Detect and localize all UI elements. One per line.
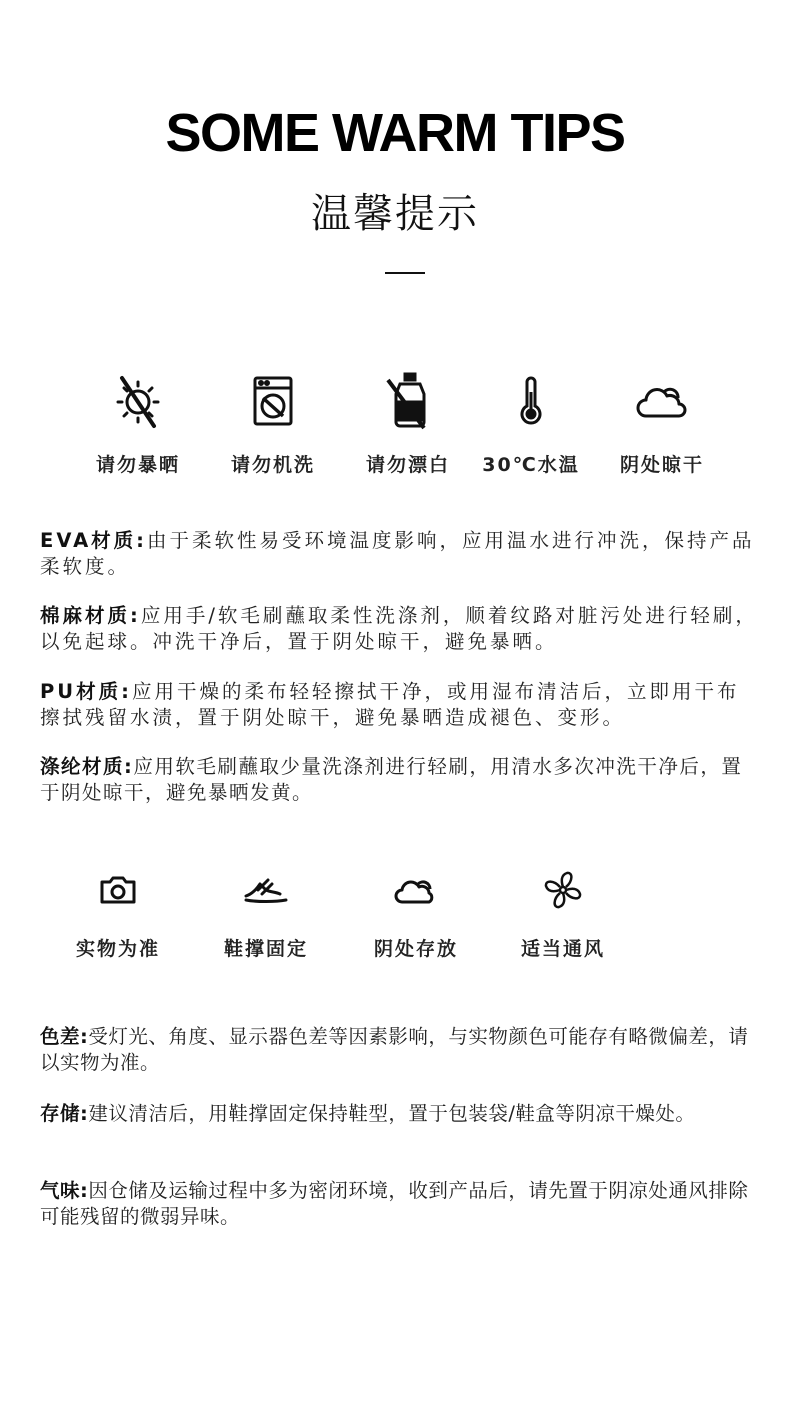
notice-label: 鞋撑固定 [223, 938, 308, 960]
material-text: 应用软毛刷蘸取少量洗涤剂进行轻刷，用清水多次冲洗干净后，置于阴处晾干，避免暴晒发黄。 [40, 755, 743, 804]
notice-odor [40, 1178, 760, 1230]
page-title-cn: 温馨提示 [311, 191, 479, 237]
no-sun-icon [106, 368, 170, 432]
material-polyester [40, 754, 760, 806]
notice-para-label: 存储: [40, 1102, 89, 1125]
care-item-shade-dry [592, 368, 732, 476]
notice-para-label: 色差: [40, 1025, 89, 1048]
notice-item-shoe-tree [196, 866, 336, 960]
material-label: EVA材质: [40, 529, 147, 552]
care-item-no-sun [68, 368, 208, 476]
material-label: PU材质: [40, 680, 132, 703]
care-label: 请勿暴晒 [95, 454, 180, 476]
care-label: 请勿机洗 [230, 454, 315, 476]
material-label: 涤纶材质: [40, 755, 134, 778]
notice-item-shade-store [346, 866, 486, 960]
care-item-no-machine-wash [203, 368, 343, 476]
notice-item-actual [48, 866, 188, 960]
care-label: 30℃水温 [482, 454, 580, 476]
notice-para-label: 气味: [40, 1179, 89, 1202]
material-eva [40, 528, 760, 580]
page-title-en: SOME WARM TIPS [165, 103, 625, 163]
notice-label: 实物为准 [75, 938, 160, 960]
notice-color-diff [40, 1024, 760, 1076]
fan-icon [539, 866, 587, 914]
cloud-icon [392, 866, 440, 914]
material-label: 棉麻材质: [40, 604, 141, 627]
material-cotton-linen [40, 603, 760, 655]
care-label: 阴处晾干 [619, 454, 704, 476]
material-text: 应用手/软毛刷蘸取柔性洗涤剂，顺着纹路对脏污处进行轻刷，以免起球。冲洗干净后，置于阴处晾干，避免暴晒。 [40, 604, 758, 653]
notice-para-text: 因仓储及运输过程中多为密闭环境，收到产品后，请先置于阴凉处通风排除可能残留的微弱异味。 [40, 1179, 749, 1228]
title-divider [385, 272, 425, 274]
no-bleach-icon [376, 368, 440, 432]
cloud-icon [630, 368, 694, 432]
no-machine-wash-icon [241, 368, 305, 432]
shoe-tree-icon [242, 866, 290, 914]
notice-item-ventilate [493, 866, 633, 960]
camera-icon [94, 866, 142, 914]
care-item-no-bleach [338, 368, 478, 476]
material-text: 应用干燥的柔布轻轻擦拭干净，或用湿布清洁后，立即用干布擦拭残留水渍，置于阴处晾干，避免暴晒造成褪色、变形。 [40, 680, 740, 729]
notice-storage [40, 1101, 760, 1127]
notice-label: 适当通风 [520, 938, 605, 960]
notice-para-text: 受灯光、角度、显示器色差等因素影响，与实物颜色可能存有略微偏差，请以实物为准。 [40, 1025, 749, 1074]
material-text: 由于柔软性易受环境温度影响，应用温水进行冲洗，保持产品柔软度。 [40, 529, 755, 578]
material-pu [40, 679, 760, 731]
notice-label: 阴处存放 [373, 938, 458, 960]
thermometer-icon [499, 368, 563, 432]
care-item-water-temp [461, 368, 601, 476]
care-label: 请勿漂白 [365, 454, 450, 476]
notice-para-text: 建议清洁后，用鞋撑固定保持鞋型，置于包装袋/鞋盒等阴凉干燥处。 [88, 1102, 696, 1125]
